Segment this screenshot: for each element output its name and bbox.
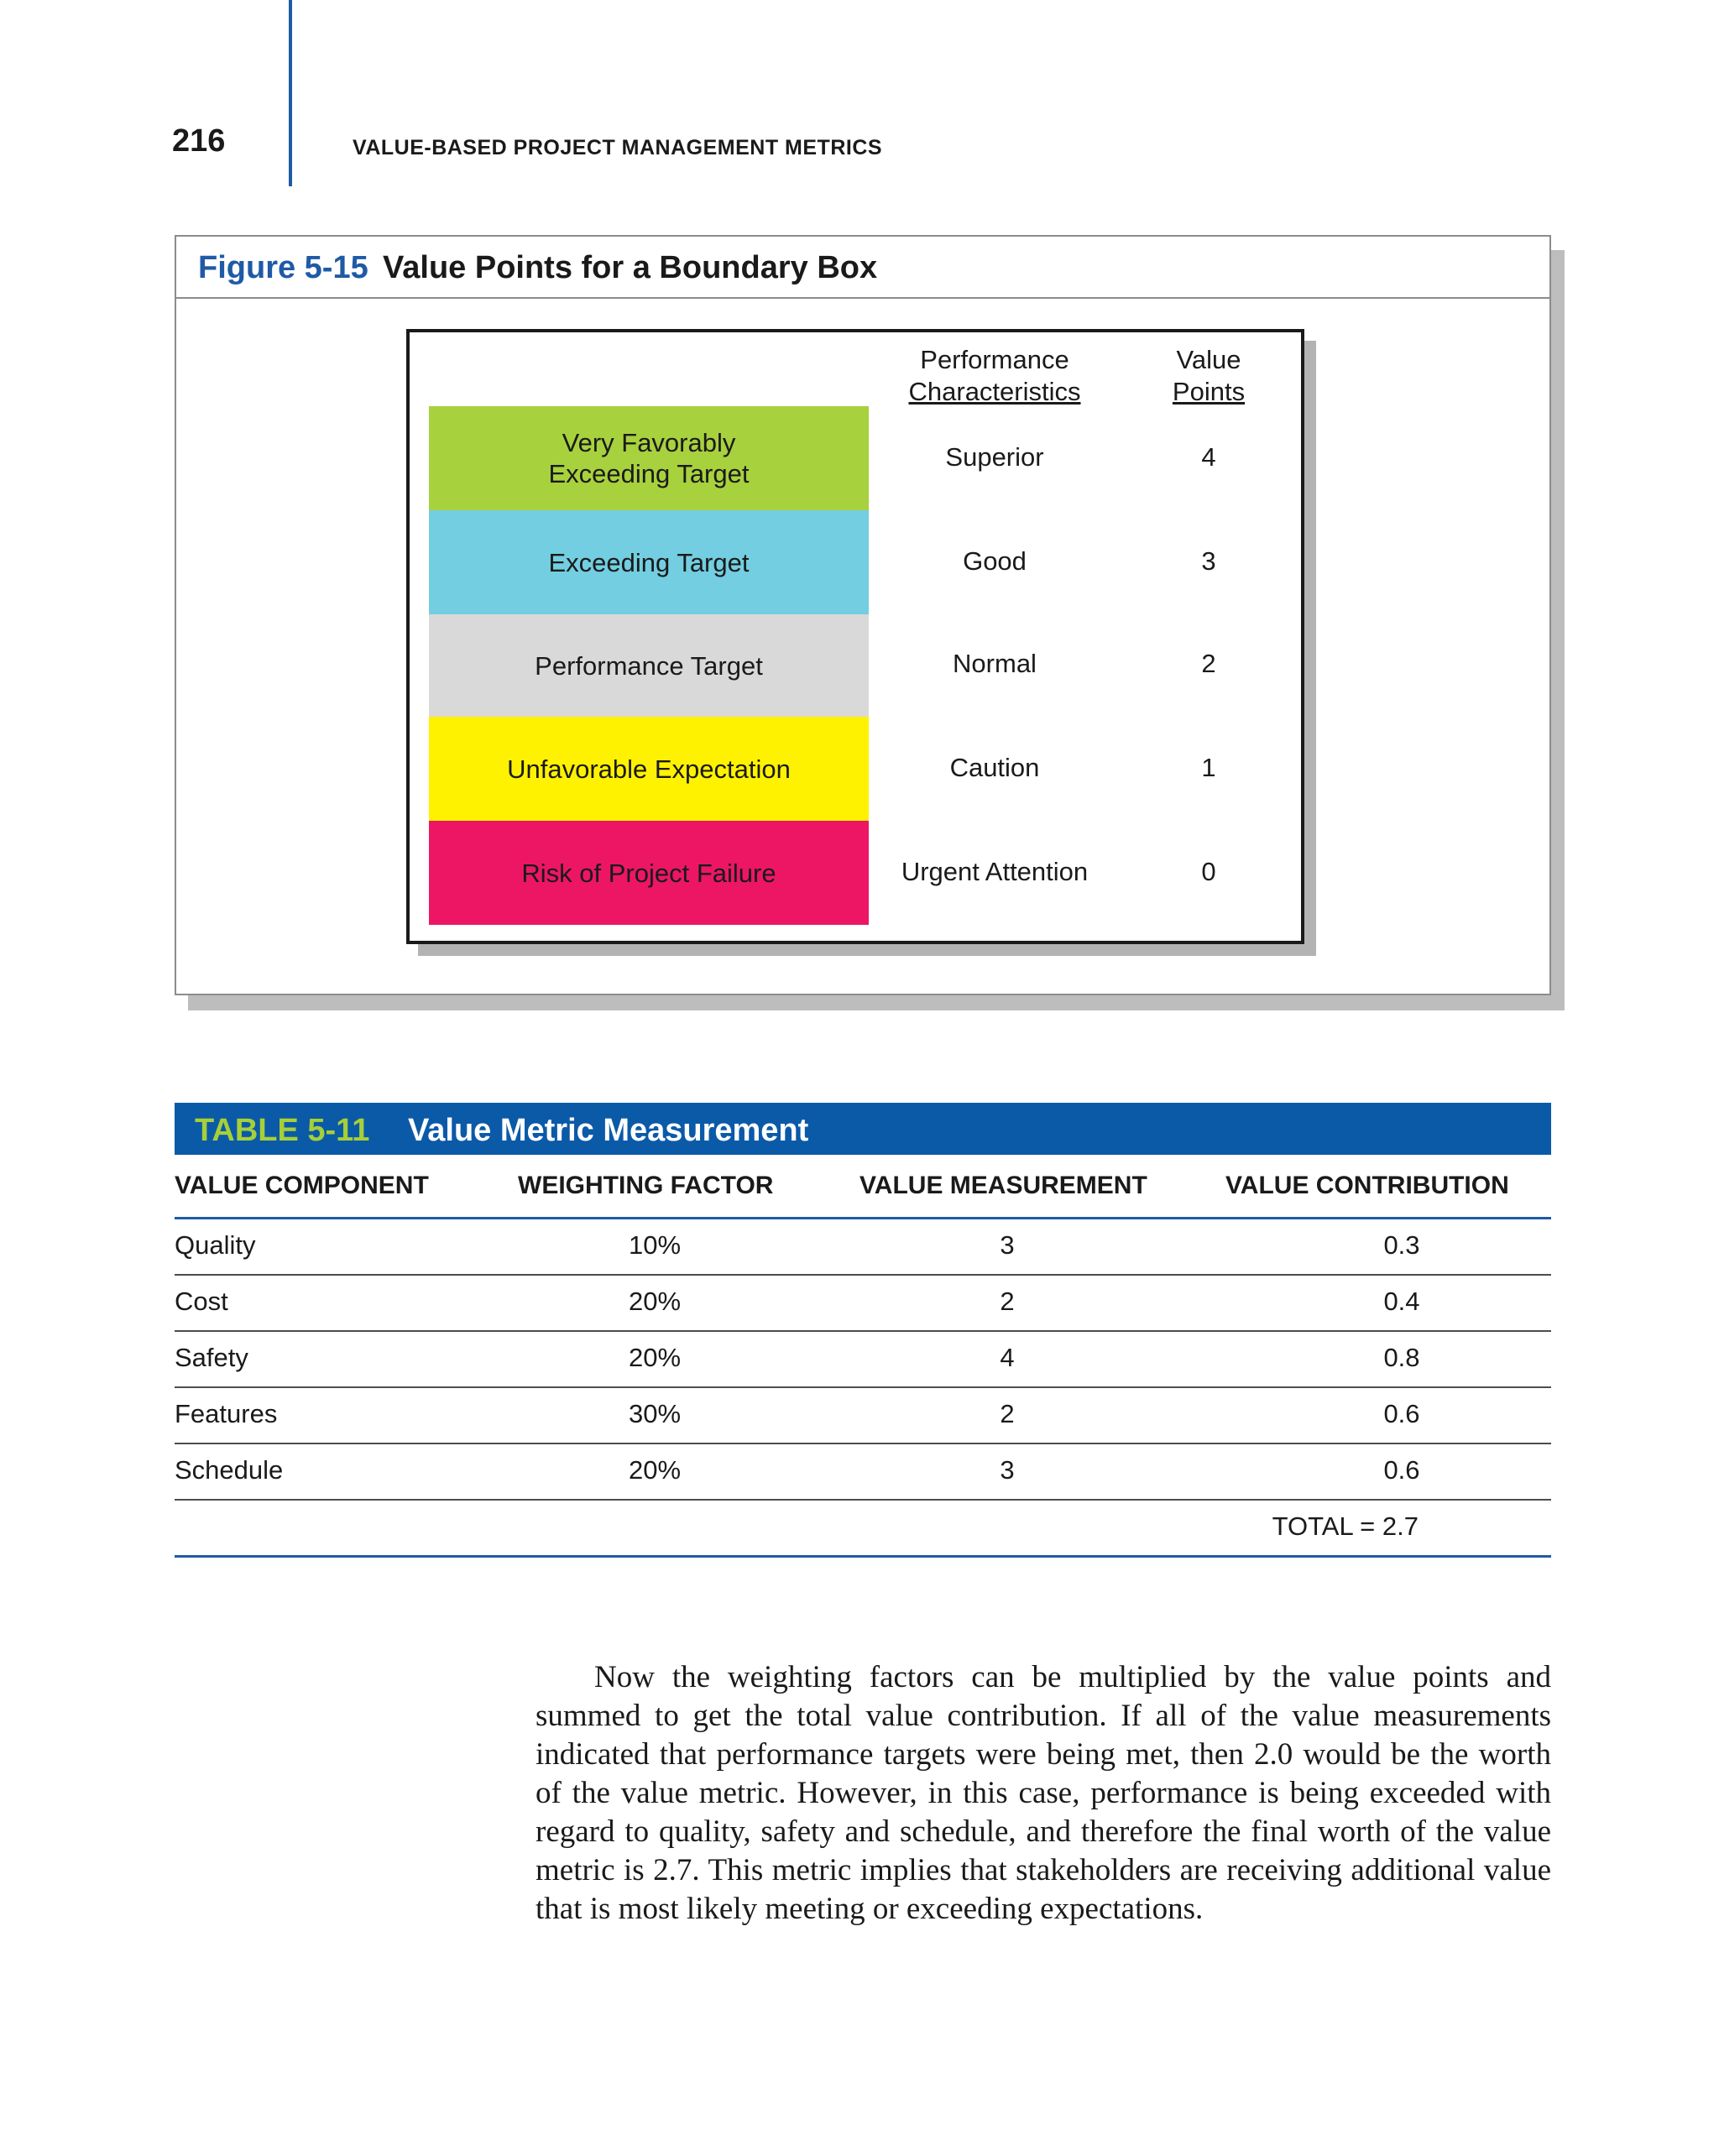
value-header-line1: Value bbox=[1176, 345, 1241, 374]
band-label-line1: Very Favorably bbox=[562, 428, 736, 457]
table-cell-weight: 20% bbox=[628, 1343, 682, 1372]
column-header-value-contribution: VALUE CONTRIBUTION bbox=[1225, 1172, 1509, 1199]
band-label: Unfavorable Expectation bbox=[507, 754, 791, 784]
table-row-rule bbox=[175, 1330, 1551, 1332]
points-urgent-attention: 0 bbox=[1201, 857, 1216, 886]
table-cell-measurement: 2 bbox=[1000, 1287, 1015, 1316]
characteristic-good: Good bbox=[963, 546, 1027, 576]
table-title: Value Metric Measurement bbox=[408, 1113, 809, 1148]
points-normal: 2 bbox=[1201, 649, 1216, 678]
table-cell-measurement: 3 bbox=[1000, 1455, 1015, 1485]
table-total: TOTAL = 2.7 bbox=[1272, 1511, 1419, 1541]
characteristic-normal: Normal bbox=[953, 649, 1037, 678]
figure-title: Value Points for a Boundary Box bbox=[383, 250, 878, 285]
table-bottom-rule bbox=[175, 1555, 1551, 1558]
table-cell-weight: 20% bbox=[628, 1287, 682, 1316]
table-cell-contribution: 0.3 bbox=[1383, 1230, 1420, 1260]
table-cell-component: Features bbox=[175, 1399, 278, 1428]
table-cell-component: Safety bbox=[175, 1343, 248, 1372]
figure-label: Figure 5-15 bbox=[198, 250, 368, 285]
band-risk-of-failure bbox=[429, 821, 869, 925]
column-header-weighting-factor: WEIGHTING FACTOR bbox=[518, 1172, 774, 1199]
table-cell-component: Schedule bbox=[175, 1455, 284, 1485]
table-cell-measurement: 3 bbox=[1000, 1230, 1015, 1260]
table-cell-component: Cost bbox=[175, 1287, 228, 1316]
table-row-rule bbox=[175, 1274, 1551, 1276]
table-cell-contribution: 0.6 bbox=[1383, 1399, 1420, 1428]
running-head: VALUE-BASED PROJECT MANAGEMENT METRICS bbox=[353, 136, 883, 159]
table-cell-weight: 20% bbox=[628, 1455, 682, 1485]
table-row-rule bbox=[175, 1443, 1551, 1444]
table-cell-weight: 10% bbox=[628, 1230, 682, 1260]
points-good: 3 bbox=[1201, 546, 1216, 576]
table-cell-contribution: 0.8 bbox=[1383, 1343, 1420, 1372]
value-points-header bbox=[1167, 344, 1251, 408]
characteristic-caution: Caution bbox=[949, 753, 1040, 782]
table-cell-measurement: 2 bbox=[1000, 1399, 1015, 1428]
band-label: Performance Target bbox=[535, 650, 763, 681]
column-header-value-component: VALUE COMPONENT bbox=[175, 1172, 429, 1199]
characteristic-superior: Superior bbox=[945, 442, 1044, 472]
header-rule bbox=[289, 0, 292, 186]
table-cell-contribution: 0.4 bbox=[1383, 1287, 1420, 1316]
table-cell-contribution: 0.6 bbox=[1383, 1455, 1420, 1485]
band-very-favorably bbox=[429, 406, 869, 510]
performance-characteristics-header bbox=[869, 344, 1121, 408]
table-label: TABLE 5-11 bbox=[195, 1113, 370, 1148]
points-caution: 1 bbox=[1201, 753, 1216, 782]
figure-caption bbox=[176, 237, 1549, 299]
table-caption-bar bbox=[175, 1103, 1551, 1155]
performance-header-line1: Performance bbox=[920, 345, 1069, 374]
band-label: Exceeding Target bbox=[548, 547, 750, 577]
performance-header-line2: Characteristics bbox=[908, 377, 1081, 406]
table-header-rule bbox=[175, 1217, 1551, 1219]
band-exceeding-target bbox=[429, 510, 869, 614]
table-row-rule bbox=[175, 1386, 1551, 1388]
band-label-line2: Exceeding Target bbox=[548, 459, 750, 488]
page-number: 216 bbox=[172, 123, 226, 159]
band-performance-target bbox=[429, 614, 869, 717]
table-cell-measurement: 4 bbox=[1000, 1343, 1015, 1372]
band-label: Risk of Project Failure bbox=[521, 858, 776, 888]
table-row-rule bbox=[175, 1499, 1551, 1501]
table-cell-weight: 30% bbox=[628, 1399, 682, 1428]
table-cell-component: Quality bbox=[175, 1230, 256, 1260]
band-unfavorable-expectation bbox=[429, 717, 869, 821]
points-superior: 4 bbox=[1201, 442, 1216, 472]
column-header-value-measurement: VALUE MEASUREMENT bbox=[860, 1172, 1147, 1199]
body-paragraph: Now the weighting factors can be multiplied by the value points and summed to get the total value contribution. If all of the value measurements indicated that performance targets were being met, then 2.0 would be the worth of the value metric. However, in this case, performance is being exceeded with regard to quality, safety and schedule, and therefore the final worth of the value metric is 2.7. This metric implies that stakeholders are receiving additional value that is most likely meeting or exceeding expectations. bbox=[536, 1660, 1551, 1926]
value-header-line2: Points bbox=[1172, 377, 1246, 406]
characteristic-urgent-attention: Urgent Attention bbox=[901, 857, 1089, 886]
